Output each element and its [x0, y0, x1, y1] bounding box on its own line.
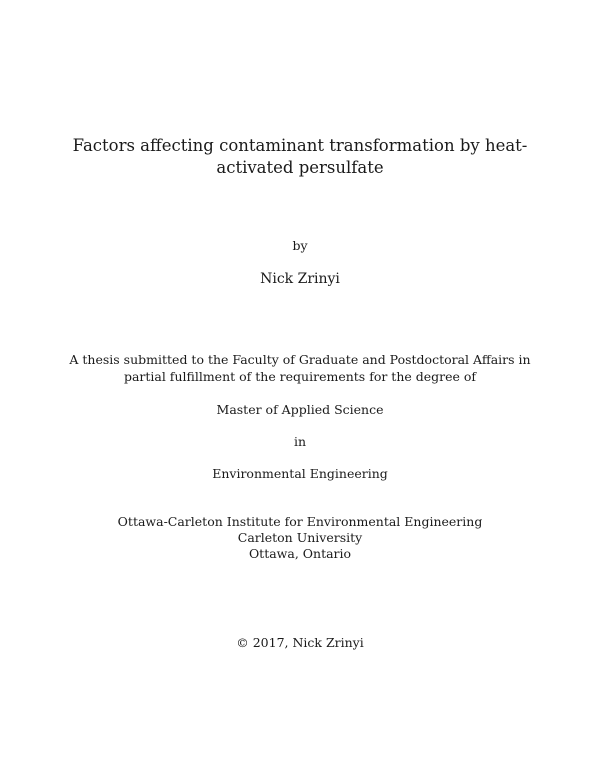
- thesis-statement-line-2: partial fulfillment of the requirements for the degree of: [123, 369, 477, 384]
- field-of-study: Environmental Engineering: [212, 466, 388, 481]
- copyright-notice: © 2017, Nick Zrinyi: [236, 635, 364, 650]
- thesis-statement-line-1: A thesis submitted to the Faculty of Graduate and Postdoctoral Affairs in: [69, 352, 531, 367]
- institute-name: Ottawa-Carleton Institute for Environmental Engineering: [117, 514, 483, 529]
- university-name: Carleton University: [237, 530, 363, 545]
- author-name: Nick Zrinyi: [260, 271, 340, 287]
- by-label: by: [292, 238, 308, 253]
- thesis-title-line-1: Factors affecting contaminant transformation by heat-: [72, 136, 528, 155]
- location: Ottawa, Ontario: [248, 546, 352, 561]
- thesis-title-line-2: activated persulfate: [216, 158, 384, 177]
- in-label: in: [293, 434, 307, 449]
- degree-name: Master of Applied Science: [216, 402, 384, 417]
